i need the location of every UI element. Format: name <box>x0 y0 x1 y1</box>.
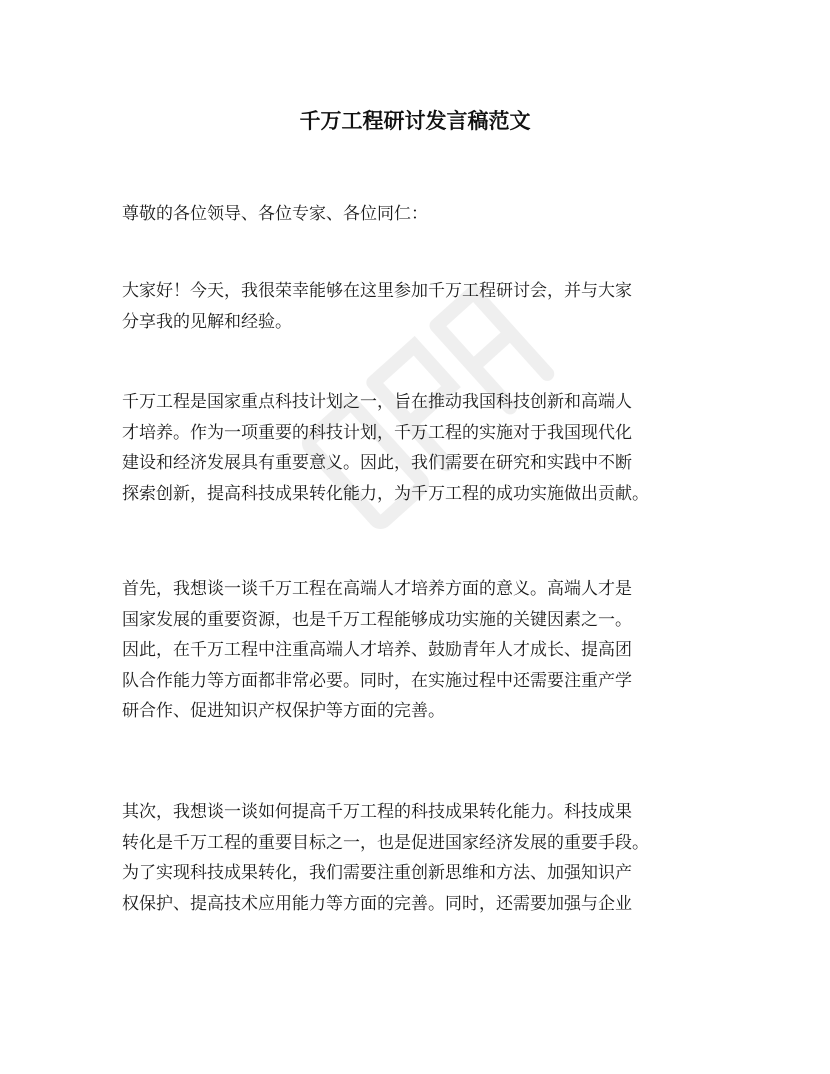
greeting <box>122 199 722 230</box>
paragraph-line: 因此，在千万工程中注重高端人才培养、鼓励青年人才成长、提高团 <box>122 640 632 660</box>
paragraph-line: 千万工程是国家重点科技计划之一，旨在推动我国科技创新和高端人 <box>122 392 632 412</box>
paragraph-line: 为了实现科技成果转化，我们需要注重创新思维和方法、加强知识产 <box>122 863 632 883</box>
paragraph-line: 权保护、提高技术应用能力等方面的完善。同时，还需要加强与企业 <box>122 893 632 914</box>
paragraph-2 <box>122 387 722 509</box>
paragraph-line: 首先，我想谈一谈千万工程在高端人才培养方面的意义。高端人才是 <box>122 579 632 599</box>
paragraph-line: 分享我的见解和经验。 <box>122 311 292 332</box>
paragraph-line: 队合作能力等方面都非常必要。同时，在实施过程中还需要注重产学 <box>122 670 632 691</box>
paragraph-line: 大家好！今天，我很荣幸能够在这里参加千万工程研讨会，并与大家 <box>122 281 632 301</box>
paragraph-line: 才培养。作为一项重要的科技计划，千万工程的实施对于我国现代化 <box>122 422 632 443</box>
greeting-line: 尊敬的各位领导、各位专家、各位同仁： <box>122 204 428 224</box>
paragraph-line: 建设和经济发展具有重要意义。因此，我们需要在研究和实践中不断 <box>122 453 632 473</box>
paragraph-1 <box>122 276 722 337</box>
paragraph-3 <box>122 574 722 727</box>
paragraph-line: 国家发展的重要资源，也是千万工程能够成功实施的关键因素之一。 <box>122 609 632 630</box>
paragraph-line: 研合作、促进知识产权保护等方面的完善。 <box>122 701 445 721</box>
paragraph-line: 探索创新，提高科技成果转化能力，为千万工程的成功实施做出贡献。 <box>122 483 649 504</box>
page-title: 千万工程研讨发言稿范文 <box>299 109 531 133</box>
paragraph-line: 转化是千万工程的重要目标之一，也是促进国家经济发展的重要手段。 <box>122 832 649 853</box>
paragraph-line: 其次，我想谈一谈如何提高千万工程的科技成果转化能力。科技成果 <box>122 802 632 822</box>
paragraph-4 <box>122 797 722 919</box>
